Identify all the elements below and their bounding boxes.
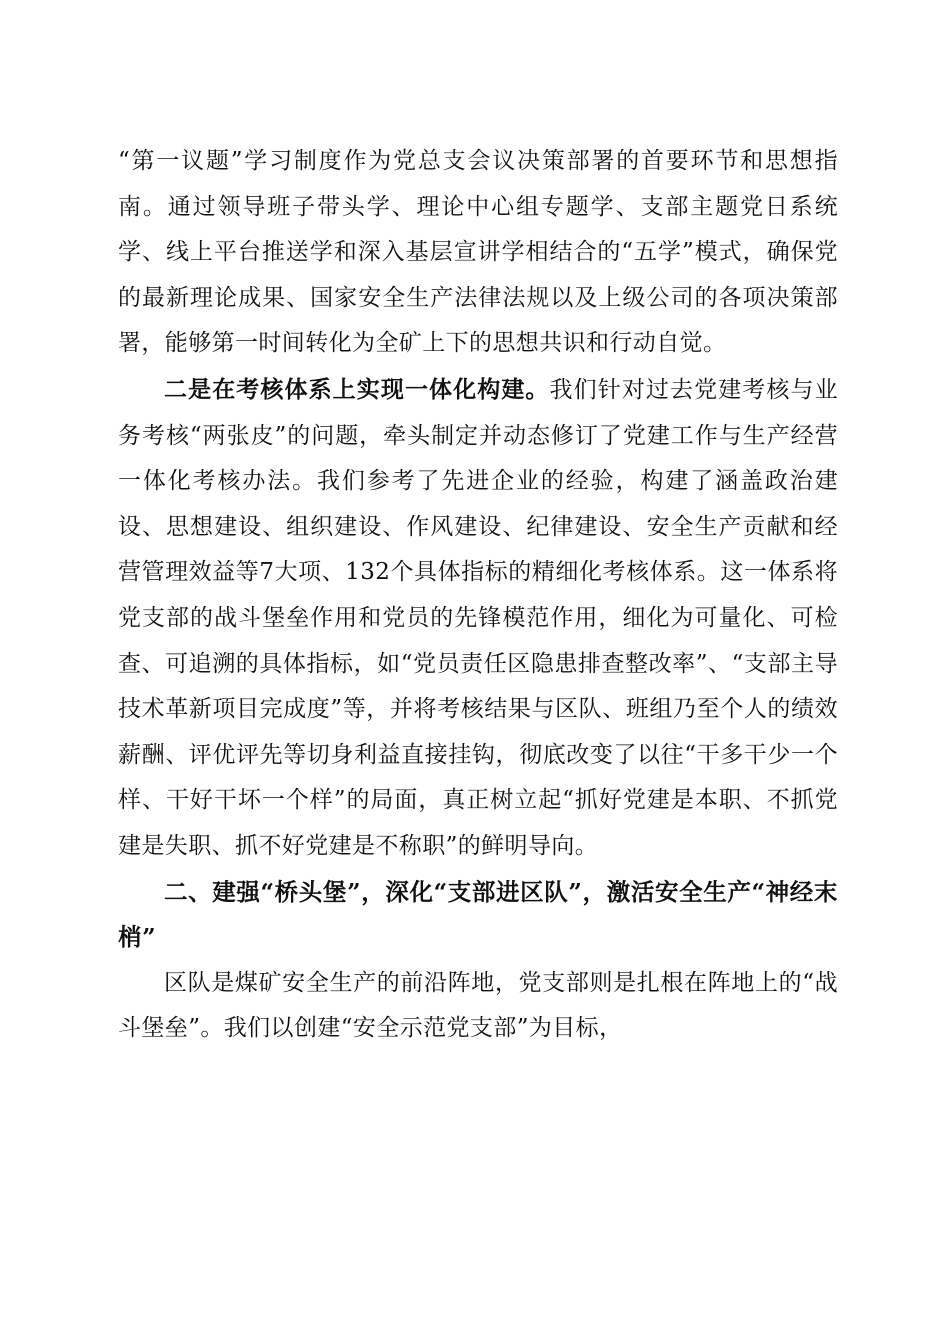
paragraph-assessment-system <box>118 367 838 870</box>
body-text <box>118 139 838 1052</box>
paragraph-lead-phrase: 二是在考核体系上实现一体化构建。 <box>164 375 550 403</box>
paragraph-body: 我们针对过去党建考核与业务考核“两张皮”的问题，牵头制定并动态修订了党建工作与生产经营一体化考核办法。我们参考了先进企业的经验，构建了涵盖政治建设、思想建设、组织建设、作风建设、纪律建设、安全生产贡献和经营管理效益等7大项、132个具体指标的精细化考核体系。这一体系将党支部的战斗堡垒作用和党员的先锋模范作用，细化为可量化、可检查、可追溯的具体指标，如“党员责任区隐患排查整改率”、“支部主导技术革新项目完成度”等，并将考核结果与区队、班组乃至个人的绩效薪酬、评优评先等切身利益直接挂钩，彻底改变了以往“干多干少一个样、干好干坏一个样”的局面，真正树立起“抓好党建是本职、不抓党建是失职、抓不好党建是不称职”的鲜明导向。 <box>118 376 838 859</box>
paragraph-first-topic-study: “第一议题”学习制度作为党总支会议决策部署的首要环节和思想指南。通过领导班子带头学、理论中心组专题学、支部主题党日系统学、线上平台推送学和深入基层宣讲学相结合的“五学”模式，确保党的最新理论成果、国家安全生产法律法规以及上级公司的各项决策部署，能够第一时间转化为全矿上下的思想共识和行动自觉。 <box>118 148 838 357</box>
paragraph-district-team: 区队是煤矿安全生产的前沿阵地，党支部则是扎根在阵地上的“战斗堡垒”。我们以创建“安全示范党支部”为目标， <box>118 969 838 1042</box>
section-heading: 二、建强“桥头堡”，深化“支部进区队”，激活安全生产“神经末梢” <box>118 877 838 952</box>
